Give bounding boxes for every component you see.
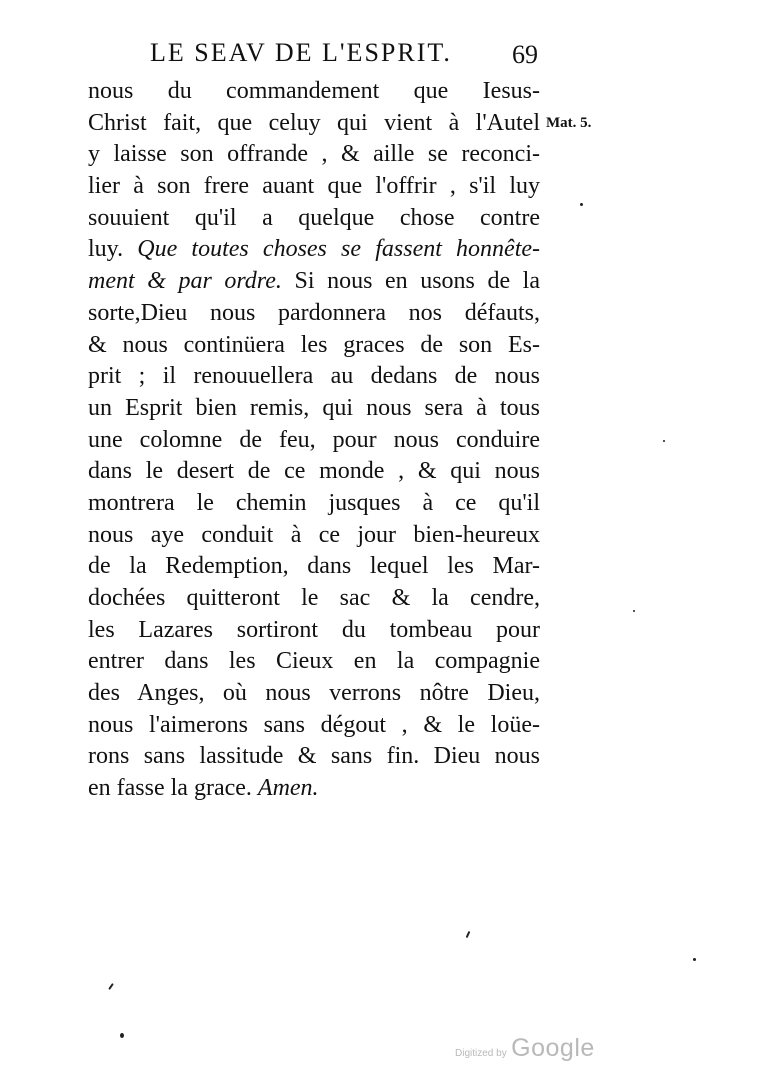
body-text <box>88 76 540 805</box>
watermark-prefix: Digitized by <box>455 1048 507 1059</box>
running-title: LE SEAV DE L'ESPRIT. <box>150 38 452 67</box>
ink-speck <box>633 610 635 612</box>
digitized-by-google-watermark <box>455 1034 595 1063</box>
text-line: des Anges, où nous verrons nôtre Dieu, <box>88 680 540 707</box>
italic-quote: ment & par ordre. <box>88 268 282 295</box>
italic-amen: Amen. <box>257 775 319 802</box>
text-line: luy. Que toutes choses se fassent honnête- <box>88 236 541 263</box>
text-line: entrer dans les Cieux en la compagnie <box>88 648 540 675</box>
text-line: y laisse son offrande , & aille se reconci- <box>88 141 540 168</box>
text-line: sorte,Dieu nous pardonnera nos défauts, <box>88 299 540 326</box>
ink-speck <box>120 1033 124 1038</box>
text-line: en fasse la grace. Amen. <box>88 775 319 802</box>
text-line: nous du commandement que Iesus- <box>88 78 540 104</box>
text-line: rons sans lassitude & sans fin. Dieu nous <box>88 743 540 770</box>
text-line: montrera le chemin jusques à ce qu'il <box>88 489 540 516</box>
ink-speck <box>108 983 114 990</box>
text-line: nous l'aimerons sans dégout , & le loüe- <box>88 711 540 738</box>
ink-speck <box>693 958 696 961</box>
text-line: dans le desert de ce monde , & qui nous <box>88 458 540 485</box>
text-line: ment & par ordre. Si nous en usons de la <box>88 268 540 295</box>
text-line: Christ fait, que celuy qui vient à l'Autel <box>88 109 540 136</box>
italic-quote: Que toutes choses se fassent honnête- <box>137 236 541 263</box>
margin-reference-note: Mat. 5. <box>546 115 592 131</box>
ink-speck <box>580 203 583 206</box>
text-line: & nous continüera les graces de son Es- <box>88 331 540 358</box>
text-line: dochées quitteront le sac & la cendre, <box>88 585 540 611</box>
text-line: souuient qu'il a quelque chose contre <box>88 204 540 231</box>
text-line: prit ; il renouuellera au dedans de nous <box>88 363 540 390</box>
ink-speck <box>466 931 471 938</box>
page-number: 69 <box>512 40 538 69</box>
text-line: les Lazares sortiront du tombeau pour <box>88 616 540 643</box>
ink-speck <box>663 440 665 442</box>
text-line: de la Redemption, dans lequel les Mar- <box>88 553 540 580</box>
text-line: lier à son frere auant que l'offrir , s'il luy <box>88 173 540 200</box>
google-logo-text: Google <box>511 1034 595 1062</box>
text-line: une colomne de feu, pour nous conduire <box>88 426 540 453</box>
text-line: un Esprit bien remis, qui nous sera à tous <box>88 394 540 421</box>
text-line: nous aye conduit à ce jour bien-heureux <box>88 521 540 548</box>
